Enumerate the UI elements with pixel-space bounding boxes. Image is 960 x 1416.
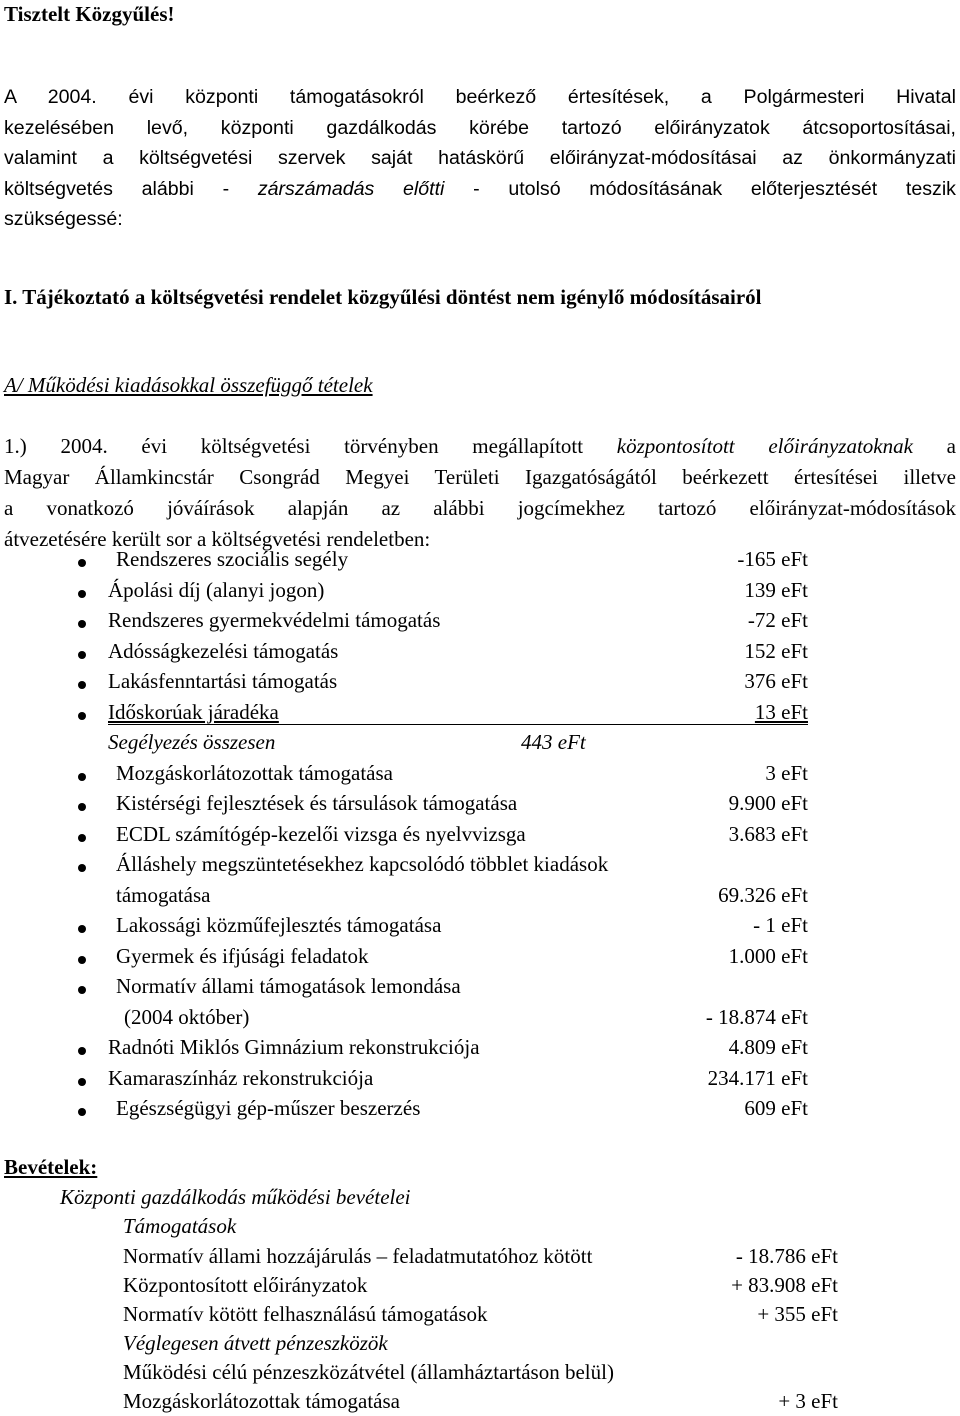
intro-line: A 2004. évi központi támogatásokról beérkező értesítések, a Polgármesteri Hivatal: [4, 86, 956, 108]
item-label: Kistérségi fejlesztések és társulások támogatása: [116, 791, 518, 815]
bullet-icon: [78, 925, 86, 933]
bullet-icon: [78, 956, 86, 964]
item-label: Mozgáskorlátozottak támogatása: [116, 760, 393, 785]
intro-italic-phrase: zárszámadás előtti: [257, 177, 445, 200]
income-line-label: Mozgáskorlátozottak támogatása: [123, 1389, 400, 1413]
item-label: Radnóti Miklós Gimnázium rekonstrukciója: [108, 1035, 480, 1059]
section-heading: I. Tájékoztató a költségvetési rendelet közgyűlési döntést nem igénylő módosításairól: [4, 285, 762, 309]
income-title: Bevételek:: [4, 1155, 98, 1179]
subtotal-label: Segélyezés összesen: [108, 730, 276, 754]
intro-paragraph: [4, 82, 956, 235]
list-item: [0, 944, 960, 975]
intro-line: kezelésében levő, központi gazdálkodás körébe tartozó előirányzatok átcsoportosításai,: [4, 116, 956, 139]
bullet-icon: [78, 559, 86, 567]
item-label: Lakossági közműfejlesztés támogatása: [116, 913, 442, 937]
list-item: [0, 913, 960, 944]
item-amount: - 18.874 eFt: [705, 1004, 808, 1029]
list-item: [0, 700, 960, 731]
item-amount: 1.000 eFt: [728, 943, 808, 968]
list-item: [0, 578, 960, 609]
item-amount: 139 eFt: [744, 577, 808, 602]
item-amount: 13 eFt: [754, 699, 808, 724]
item-amount: 3.683 eFt: [728, 821, 808, 846]
bullet-icon: [78, 651, 86, 659]
item-label: Rendszeres gyermekvédelmi támogatás: [108, 608, 441, 632]
income-line-label: Normatív állami hozzájárulás – feladatmutatóhoz kötött: [123, 1244, 593, 1268]
subtotal-row: [0, 730, 960, 761]
bullet-icon: [78, 681, 86, 689]
item-amount: -72 eFt: [747, 608, 808, 632]
list-item: [0, 639, 960, 670]
para-line-3: a vonatkozó jóváírások alapján az alábbi jogcímekhez tartozó előirányzat-módosítások: [4, 496, 956, 520]
item-label: Egészségügyi gép-műszer beszerzés: [116, 1096, 421, 1120]
bullet-icon: [78, 712, 86, 720]
item-label: Lakásfenntartási támogatás: [108, 669, 338, 693]
bullet-icon: [78, 1047, 86, 1055]
item-label: Időskorúak járadéka: [108, 699, 279, 724]
list-item-continuation: [0, 1005, 960, 1036]
bullet-icon: [78, 986, 86, 994]
item-amount: 609 eFt: [744, 1096, 808, 1120]
income-line-amount: + 3 eFt: [778, 1389, 838, 1413]
item-amount: 9.900 eFt: [728, 791, 808, 815]
bullet-icon: [78, 864, 86, 872]
intro-line: valamint a költségvetési szervek saját hatáskörű előirányzat-módosításai az önkormányzati: [4, 147, 956, 169]
item-label: ECDL számítógép-kezelői vizsga és nyelvvizsga: [116, 821, 526, 846]
item-label: Álláshely megszüntetésekhez kapcsolódó többlet kiadások: [116, 852, 609, 876]
item-amount: 234.171 eFt: [707, 1065, 808, 1090]
item-amount: - 1 eFt: [753, 913, 808, 937]
item-amount: 152 eFt: [744, 638, 808, 663]
bullet-icon: [78, 803, 86, 811]
income-group-title: Véglegesen átvett pénzeszközök: [123, 1331, 388, 1355]
bullet-icon: [78, 1108, 86, 1116]
para-line-1: [4, 431, 956, 462]
item-amount: 3 eFt: [765, 760, 808, 785]
bullet-icon: [78, 620, 86, 628]
item-label: Ápolási díj (alanyi jogon): [108, 577, 325, 602]
item-label: Rendszeres szociális segély: [116, 547, 349, 571]
intro-line-with-italic: költségvetés alábbi - zárszámadás előtti - utolsó módosításának előterjesztését teszik: [4, 177, 956, 200]
list-item: [0, 974, 960, 1005]
income-line-amount: + 83.908 eFt: [731, 1273, 838, 1297]
item-label: Kamaraszínház rekonstrukciója: [108, 1065, 374, 1090]
para-text: 1.) 2004. évi költségvetési törvényben megállapított: [4, 434, 617, 458]
item-label-continued: támogatása: [116, 882, 211, 907]
list-item: [0, 608, 960, 639]
bullet-icon: [78, 834, 86, 842]
list-item: [0, 1096, 960, 1127]
para-italic: központosított előirányzatoknak: [616, 434, 913, 458]
para-line-4: átvezetésére került sor a költségvetési rendeletben:: [4, 527, 431, 551]
list-item: [0, 1035, 960, 1066]
income-section-title: Központi gazdálkodás működési bevételei: [60, 1185, 411, 1209]
list-item: [0, 791, 960, 822]
item-label: Gyermek és ifjúsági feladatok: [116, 943, 369, 968]
item-amount: 69.326 eFt: [718, 882, 808, 907]
item-label: Adósságkezelési támogatás: [108, 638, 339, 663]
item-amount: -165 eFt: [737, 547, 808, 571]
income-line-amount: + 355 eFt: [757, 1302, 838, 1326]
income-group-title: Támogatások: [123, 1214, 237, 1238]
income-line-label: Normatív kötött felhasználású támogatások: [123, 1302, 488, 1326]
expense-list: [0, 547, 960, 1127]
subtotal-amount: 443 eFt: [521, 730, 586, 754]
income-line-label: Működési célú pénzeszközátvétel (államháztartáson belül): [123, 1360, 614, 1384]
list-item: [0, 669, 960, 700]
intro-line: szükségessé:: [4, 208, 123, 230]
income-line-label: Központosított előirányzatok: [123, 1273, 368, 1297]
bullet-icon: [78, 590, 86, 598]
para-line-2: Magyar Államkincstár Csongrád Megyei Területi Igazgatóságától beérkezett értesítései illetve: [4, 465, 956, 489]
item-label: Normatív állami támogatások lemondása: [116, 974, 461, 998]
list-item: [0, 547, 960, 578]
para-text: a: [912, 434, 956, 458]
list-item: [0, 852, 960, 883]
list-item-continuation: [0, 883, 960, 914]
list-item: [0, 761, 960, 792]
section-subheading: A/ Működési kiadásokkal összefüggő tételek: [4, 373, 373, 397]
body-paragraph: [4, 431, 956, 555]
list-item: [0, 1066, 960, 1097]
item-amount: 376 eFt: [744, 669, 808, 693]
bullet-icon: [78, 1078, 86, 1086]
item-amount: 4.809 eFt: [728, 1035, 808, 1059]
greeting: Tisztelt Közgyűlés!: [4, 2, 175, 26]
item-label-continued: (2004 október): [124, 1004, 250, 1029]
list-item: [0, 822, 960, 853]
bullet-icon: [78, 773, 86, 781]
income-line-amount: - 18.786 eFt: [735, 1244, 838, 1268]
